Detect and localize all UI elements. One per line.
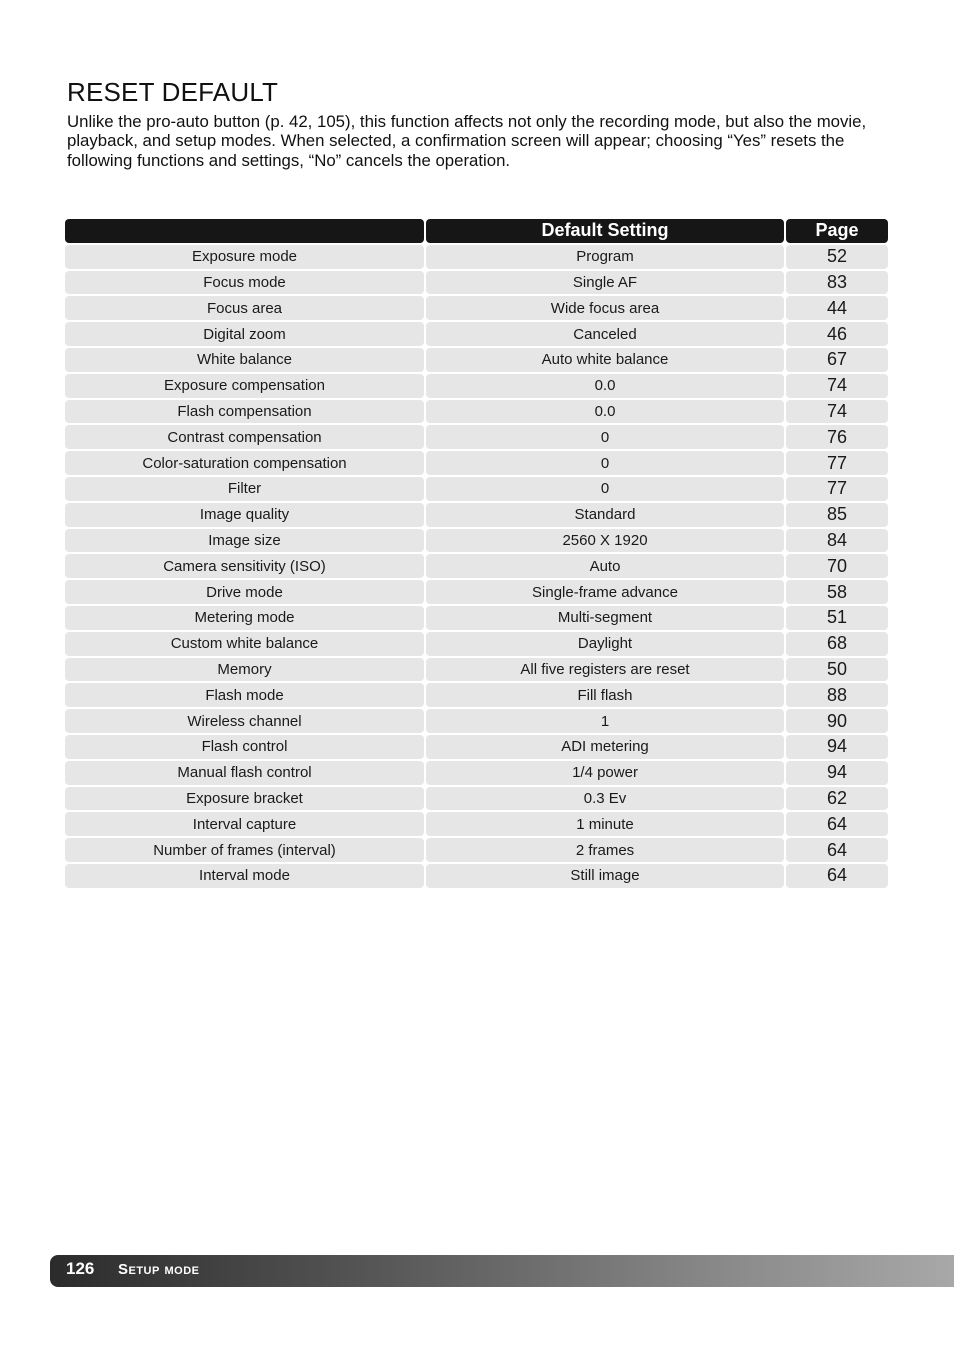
table-row xyxy=(65,709,888,733)
function-cell: Flash control xyxy=(65,735,424,759)
default-setting-cell: 2560 X 1920 xyxy=(426,529,784,553)
function-cell: Interval mode xyxy=(65,864,424,888)
default-setting-cell: 0 xyxy=(426,451,784,475)
default-setting-cell: Fill flash xyxy=(426,683,784,707)
table-row xyxy=(65,374,888,398)
function-cell: Number of frames (interval) xyxy=(65,838,424,862)
page-cell: 62 xyxy=(786,787,888,811)
page-cell: 46 xyxy=(786,322,888,346)
table-row xyxy=(65,632,888,656)
function-cell: Interval capture xyxy=(65,812,424,836)
page-cell: 64 xyxy=(786,812,888,836)
page-number: 126 xyxy=(66,1259,95,1278)
page-cell: 74 xyxy=(786,374,888,398)
function-cell: Metering mode xyxy=(65,606,424,630)
page-cell: 90 xyxy=(786,709,888,733)
default-setting-cell: 0.0 xyxy=(426,400,784,424)
page-cell: 67 xyxy=(786,348,888,372)
default-setting-cell: Single AF xyxy=(426,271,784,295)
function-cell: Focus mode xyxy=(65,271,424,295)
header-page: Page xyxy=(786,219,888,243)
default-setting-cell: 0.0 xyxy=(426,374,784,398)
default-setting-cell: All five registers are reset xyxy=(426,658,784,682)
table-row xyxy=(65,735,888,759)
function-cell: Filter xyxy=(65,477,424,501)
page-cell: 83 xyxy=(786,271,888,295)
page-cell: 68 xyxy=(786,632,888,656)
function-cell: Color-saturation compensation xyxy=(65,451,424,475)
function-cell: Custom white balance xyxy=(65,632,424,656)
function-cell: Memory xyxy=(65,658,424,682)
function-cell: Focus area xyxy=(65,296,424,320)
default-setting-cell: 1/4 power xyxy=(426,761,784,785)
table-row xyxy=(65,529,888,553)
default-setting-cell: 0.3 Ev xyxy=(426,787,784,811)
table-row xyxy=(65,787,888,811)
page-cell: 88 xyxy=(786,683,888,707)
page-cell: 51 xyxy=(786,606,888,630)
table-row xyxy=(65,425,888,449)
default-setting-cell: Standard xyxy=(426,503,784,527)
page-cell: 44 xyxy=(786,296,888,320)
page-cell: 77 xyxy=(786,477,888,501)
default-setting-cell: Still image xyxy=(426,864,784,888)
table-row xyxy=(65,271,888,295)
page-cell: 94 xyxy=(786,735,888,759)
function-cell: Image quality xyxy=(65,503,424,527)
function-cell: Flash mode xyxy=(65,683,424,707)
page-cell: 76 xyxy=(786,425,888,449)
function-cell: Exposure bracket xyxy=(65,787,424,811)
intro-paragraph: Unlike the pro-auto button (p. 42, 105), this function affects not only the recording mode, but also the movie, playback, and setup modes. When selected, a confirmation screen will appear; choosing “Yes” resets the following functions and settings, “No” cancels the operation. xyxy=(67,111,867,170)
function-cell: Manual flash control xyxy=(65,761,424,785)
function-cell: Drive mode xyxy=(65,580,424,604)
default-setting-cell: 0 xyxy=(426,477,784,501)
table-row xyxy=(65,296,888,320)
table-row xyxy=(65,812,888,836)
page-cell: 58 xyxy=(786,580,888,604)
section-name: Setup mode xyxy=(118,1261,200,1278)
page-cell: 94 xyxy=(786,761,888,785)
table-row xyxy=(65,606,888,630)
default-setting-cell: Auto white balance xyxy=(426,348,784,372)
function-cell: Exposure compensation xyxy=(65,374,424,398)
reset-default-table xyxy=(65,219,888,890)
default-setting-cell: Program xyxy=(426,245,784,269)
page-cell: 84 xyxy=(786,529,888,553)
table-row xyxy=(65,554,888,578)
default-setting-cell: Multi-segment xyxy=(426,606,784,630)
page-cell: 64 xyxy=(786,864,888,888)
function-cell: Camera sensitivity (ISO) xyxy=(65,554,424,578)
default-setting-cell: Wide focus area xyxy=(426,296,784,320)
page-cell: 64 xyxy=(786,838,888,862)
page-cell: 77 xyxy=(786,451,888,475)
function-cell: Digital zoom xyxy=(65,322,424,346)
default-setting-cell: ADI metering xyxy=(426,735,784,759)
default-setting-cell: 1 xyxy=(426,709,784,733)
page-cell: 70 xyxy=(786,554,888,578)
table-row xyxy=(65,761,888,785)
default-setting-cell: Canceled xyxy=(426,322,784,346)
default-setting-cell: Single-frame advance xyxy=(426,580,784,604)
table-row xyxy=(65,322,888,346)
table-row xyxy=(65,400,888,424)
table-row xyxy=(65,683,888,707)
default-setting-cell: 0 xyxy=(426,425,784,449)
header-default-setting: Default Setting xyxy=(426,219,784,243)
function-cell: Flash compensation xyxy=(65,400,424,424)
table-row xyxy=(65,580,888,604)
table-row xyxy=(65,451,888,475)
table-body xyxy=(65,245,888,888)
page-cell: 85 xyxy=(786,503,888,527)
table-row xyxy=(65,348,888,372)
table-row xyxy=(65,658,888,682)
page-cell: 52 xyxy=(786,245,888,269)
default-setting-cell: 2 frames xyxy=(426,838,784,862)
function-cell: White balance xyxy=(65,348,424,372)
page-cell: 50 xyxy=(786,658,888,682)
default-setting-cell: Auto xyxy=(426,554,784,578)
table-row xyxy=(65,503,888,527)
page-title: RESET DEFAULT xyxy=(67,77,279,108)
function-cell: Exposure mode xyxy=(65,245,424,269)
function-cell: Image size xyxy=(65,529,424,553)
default-setting-cell: Daylight xyxy=(426,632,784,656)
table-row xyxy=(65,477,888,501)
table-header-row xyxy=(65,219,888,243)
function-cell: Wireless channel xyxy=(65,709,424,733)
table-row xyxy=(65,838,888,862)
function-cell: Contrast compensation xyxy=(65,425,424,449)
table-row xyxy=(65,864,888,888)
header-function xyxy=(65,219,424,243)
page-cell: 74 xyxy=(786,400,888,424)
table-row xyxy=(65,245,888,269)
default-setting-cell: 1 minute xyxy=(426,812,784,836)
page-footer xyxy=(50,1255,954,1287)
